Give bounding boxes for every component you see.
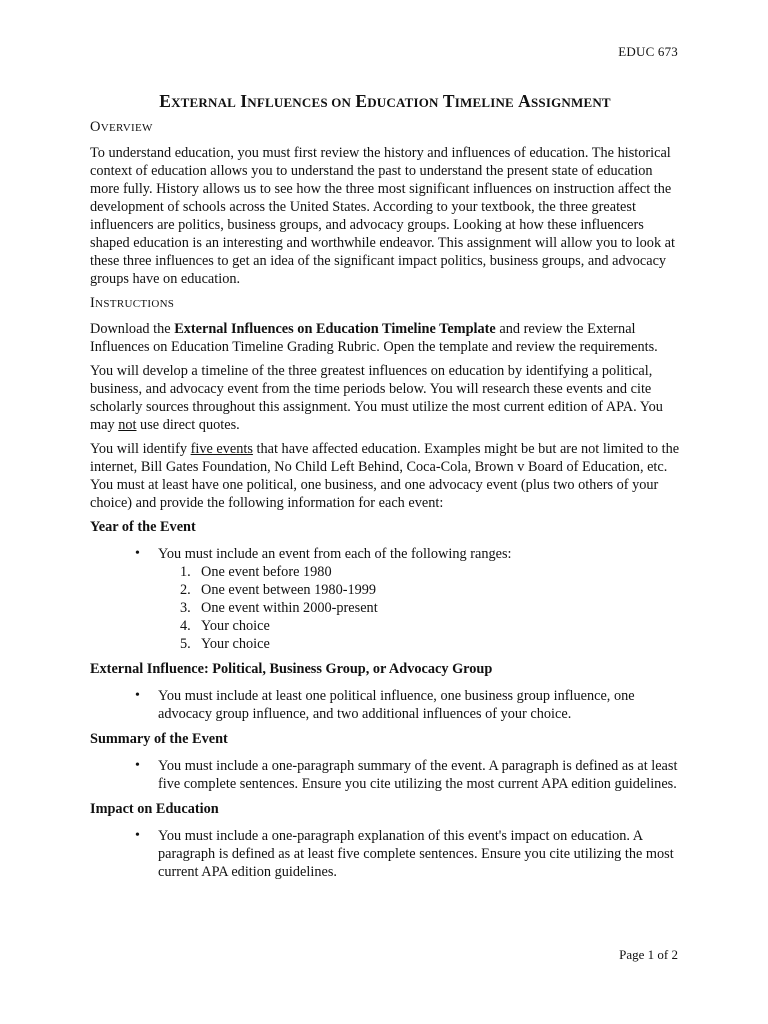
bullet-text: You must include an event from each of the following ranges: bbox=[158, 546, 512, 562]
heading-cap: I bbox=[90, 295, 96, 311]
range-item bbox=[180, 563, 680, 581]
title-cap: T bbox=[442, 91, 455, 111]
overview-paragraph: To understand education, you must first review the history and influences of education. The historical context of education allows you to understand the past to understand the present state of education more fully. History allows us to see how the three most significant influences on instruction affect the development of schools across the United States. According to your textbook, the three greatest influencers are politics, business groups, and advocacy groups. Looking at how these influencers shaped education is an interesting and worthwhile endeavor. This assignment will allow you to look at these three influences to get an idea of the significant impact politics, business groups, and advocacy groups have on education. bbox=[90, 145, 675, 287]
list-item bbox=[135, 757, 680, 793]
text-run: You will develop a timeline of the three greatest influences on education by identifying a political, business, and advocacy event from the time periods below. You will research these events and cite scholarly sources throughout this assignment. You must utilize the most current edition of APA. You may bbox=[90, 363, 663, 433]
range-number: 2. bbox=[180, 582, 191, 598]
bullet-text: You must include a one-paragraph summary of the event. A paragraph is defined as at least five complete sentences. Ensure you cite utilizing the most current APA edition guidelines. bbox=[158, 758, 678, 792]
year-bullet-list bbox=[90, 545, 680, 653]
range-number: 1. bbox=[180, 564, 191, 580]
range-item bbox=[180, 617, 680, 635]
range-text: Your choice bbox=[201, 636, 270, 652]
range-item bbox=[180, 599, 680, 617]
emphasis-not: not bbox=[118, 417, 137, 433]
document-body bbox=[90, 92, 680, 888]
influence-heading: External Influence: Political, Business Group, or Advocacy Group bbox=[90, 661, 493, 677]
bullet-text: You must include at least one political influence, one business group influence, one advocacy group influence, and two additional influences of your choice. bbox=[158, 688, 635, 722]
bullet-text: You must include a one-paragraph explanation of this event's impact on education. A paragraph is defined as at least five complete sentences. Ensure you cite utilizing the most current APA edition guidelines. bbox=[158, 828, 674, 880]
template-name: External Influences on Education Timeline Template bbox=[174, 321, 496, 337]
instructions-heading bbox=[90, 294, 680, 313]
heading-rest: VERVIEW bbox=[100, 122, 153, 134]
heading-rest: NSTRUCTIONS bbox=[95, 298, 175, 310]
year-heading: Year of the Event bbox=[90, 519, 196, 535]
list-item bbox=[135, 545, 680, 653]
range-item bbox=[180, 635, 680, 653]
list-item bbox=[135, 687, 680, 723]
influence-bullet-list bbox=[90, 687, 680, 723]
bullet-icon: • bbox=[135, 758, 140, 773]
page-number: Page 1 of 2 bbox=[619, 947, 678, 962]
bullet-icon: • bbox=[135, 828, 140, 843]
bullet-icon: • bbox=[135, 546, 140, 561]
overview-heading bbox=[90, 118, 680, 137]
range-text: One event between 1980-1999 bbox=[201, 582, 377, 598]
instructions-paragraph-2 bbox=[90, 362, 680, 434]
title-rest: XTERNAL bbox=[171, 95, 237, 110]
range-number: 5. bbox=[180, 636, 191, 652]
title-cap: E bbox=[159, 91, 172, 111]
title-rest: DUCATION bbox=[367, 95, 439, 110]
range-number: 3. bbox=[180, 600, 191, 616]
emphasis-five-events: five events bbox=[190, 441, 253, 457]
instructions-paragraph-1 bbox=[90, 320, 680, 356]
range-text: Your choice bbox=[201, 618, 270, 634]
range-item bbox=[180, 581, 680, 599]
text-run: Download the bbox=[90, 321, 175, 337]
range-text: One event before 1980 bbox=[201, 564, 332, 580]
text-run: use direct quotes. bbox=[136, 417, 240, 433]
list-item bbox=[135, 827, 680, 881]
summary-heading: Summary of the Event bbox=[90, 731, 228, 747]
text-run: that have affected education. Examples might be but are not limited to the internet, Bill Gates Foundation, No Child Left Behind, Coca-Cola, Brown v Board of Education, etc. You must at least have one political, one business, and one advocacy event (plus two others of your choice) and provide the following information for each event: bbox=[90, 441, 680, 511]
impact-bullet-list bbox=[90, 827, 680, 881]
title-rest: NFLUENCES ON bbox=[247, 95, 352, 110]
title-rest: SSIGNMENT bbox=[530, 95, 611, 110]
text-run: You will identify bbox=[90, 441, 191, 457]
year-range-list bbox=[158, 563, 680, 653]
range-number: 4. bbox=[180, 618, 191, 634]
range-text: One event within 2000-present bbox=[201, 600, 378, 616]
instructions-paragraph-3 bbox=[90, 440, 680, 512]
title-rest: IMELINE bbox=[454, 95, 514, 110]
title-cap: I bbox=[240, 91, 248, 111]
text-run: and review the External Influences on Education Timeline Grading Rubric. Open the template and review the requirements. bbox=[90, 321, 658, 355]
heading-cap: O bbox=[90, 119, 101, 135]
assignment-title bbox=[90, 92, 680, 112]
bullet-icon: • bbox=[135, 688, 140, 703]
course-code: EDUC 673 bbox=[618, 44, 678, 59]
summary-bullet-list bbox=[90, 757, 680, 793]
title-cap: A bbox=[518, 91, 531, 111]
impact-heading: Impact on Education bbox=[90, 801, 219, 817]
title-cap: E bbox=[355, 91, 368, 111]
